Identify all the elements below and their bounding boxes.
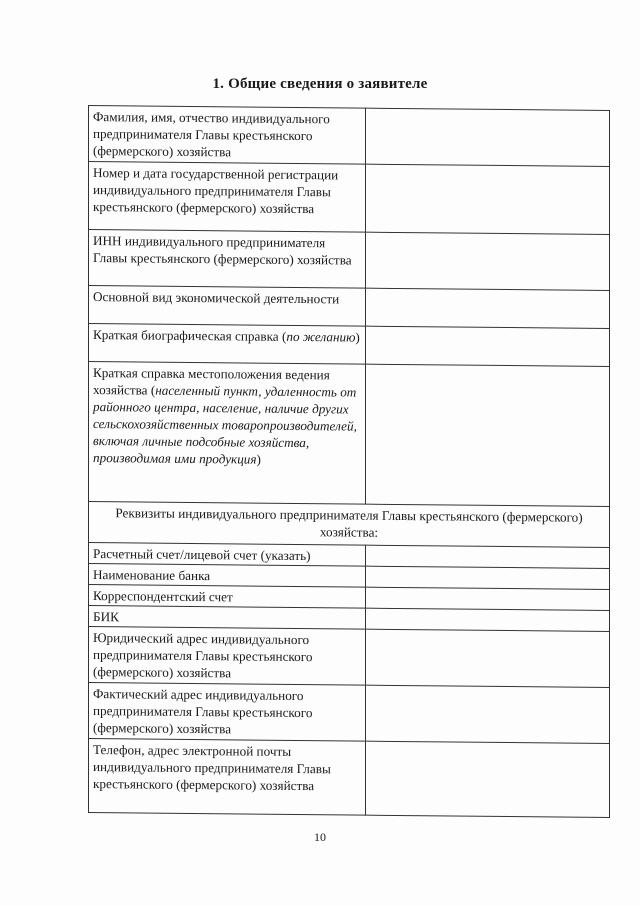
row-label: Основной вид экономической деятельности (89, 286, 366, 327)
row-value-field[interactable] (366, 164, 610, 234)
row-label: Телефон, адрес электронной почты индивидуального предпринимателя Главы крестьянского (фермерского) хозяйства (89, 739, 366, 816)
row-label (89, 362, 366, 505)
row-label: Корреспондентский счет (89, 585, 366, 609)
row-label-text: Краткая биографическая справка ( (93, 327, 287, 344)
table-row (89, 324, 610, 367)
row-value-field[interactable] (366, 587, 610, 610)
requisites-header-row (89, 502, 610, 548)
table-row (89, 627, 610, 688)
row-label: Номер и дата государственной регистрации индивидуального предпринимателя Главы крестьянского (фермерского) хозяйства (89, 162, 366, 233)
row-label: ИНН индивидуального предпринимателя Главы крестьянского (фермерского) хозяйства (89, 230, 366, 289)
row-value-field[interactable] (366, 685, 610, 743)
row-label (89, 324, 366, 365)
row-value-field[interactable] (366, 326, 610, 366)
row-label-italic: по желанию (286, 328, 356, 345)
row-label-end: ) (355, 329, 360, 345)
row-value-field[interactable] (366, 629, 610, 687)
applicant-info-table (88, 105, 610, 818)
row-label: Расчетный счет/лицевой счет (указать) (89, 543, 366, 567)
row-label-text: Краткая справка местоположения ведения хозяйства ( (93, 365, 330, 398)
table-row (89, 162, 610, 235)
row-value-field[interactable] (366, 545, 610, 568)
row-value-field[interactable] (366, 741, 610, 817)
row-value-field[interactable] (366, 288, 610, 328)
row-label: Наименование банка (89, 564, 366, 588)
table-row (89, 230, 610, 291)
table-row (89, 683, 610, 744)
row-value-field[interactable] (366, 566, 610, 589)
row-label: Фактический адрес индивидуального предпринимателя Главы крестьянского (фермерского) хозяйства (89, 683, 366, 742)
row-label-italic: населенный пункт, удаленность от районного центра, население, наличие других сельскохозяйственных товаропроизводителей, включая личные подсобные хозяйства, производимая ими продукция (93, 382, 357, 467)
page-number: 10 (314, 830, 326, 844)
row-value-field[interactable] (366, 364, 610, 506)
row-label: Фамилия, имя, отчество индивидуального предпринимателя Главы крестьянского (фермерского) хозяйства (89, 106, 366, 165)
row-label: Юридический адрес индивидуального предпринимателя Главы крестьянского (фермерского) хозяйства (89, 627, 366, 686)
table-row (89, 362, 610, 507)
row-label-end: ) (256, 451, 261, 467)
table-row (89, 286, 610, 329)
table-row (89, 106, 610, 167)
row-value-field[interactable] (366, 232, 610, 290)
table-row (89, 739, 610, 818)
requisites-header: Реквизиты индивидуального предпринимателя Главы крестьянского (фермерского) хозяйства: (89, 502, 610, 548)
row-label: БИК (89, 606, 366, 630)
row-value-field[interactable] (366, 108, 610, 166)
section-title: 1. Общие сведения о заявителе (212, 76, 428, 92)
row-value-field[interactable] (366, 608, 610, 631)
